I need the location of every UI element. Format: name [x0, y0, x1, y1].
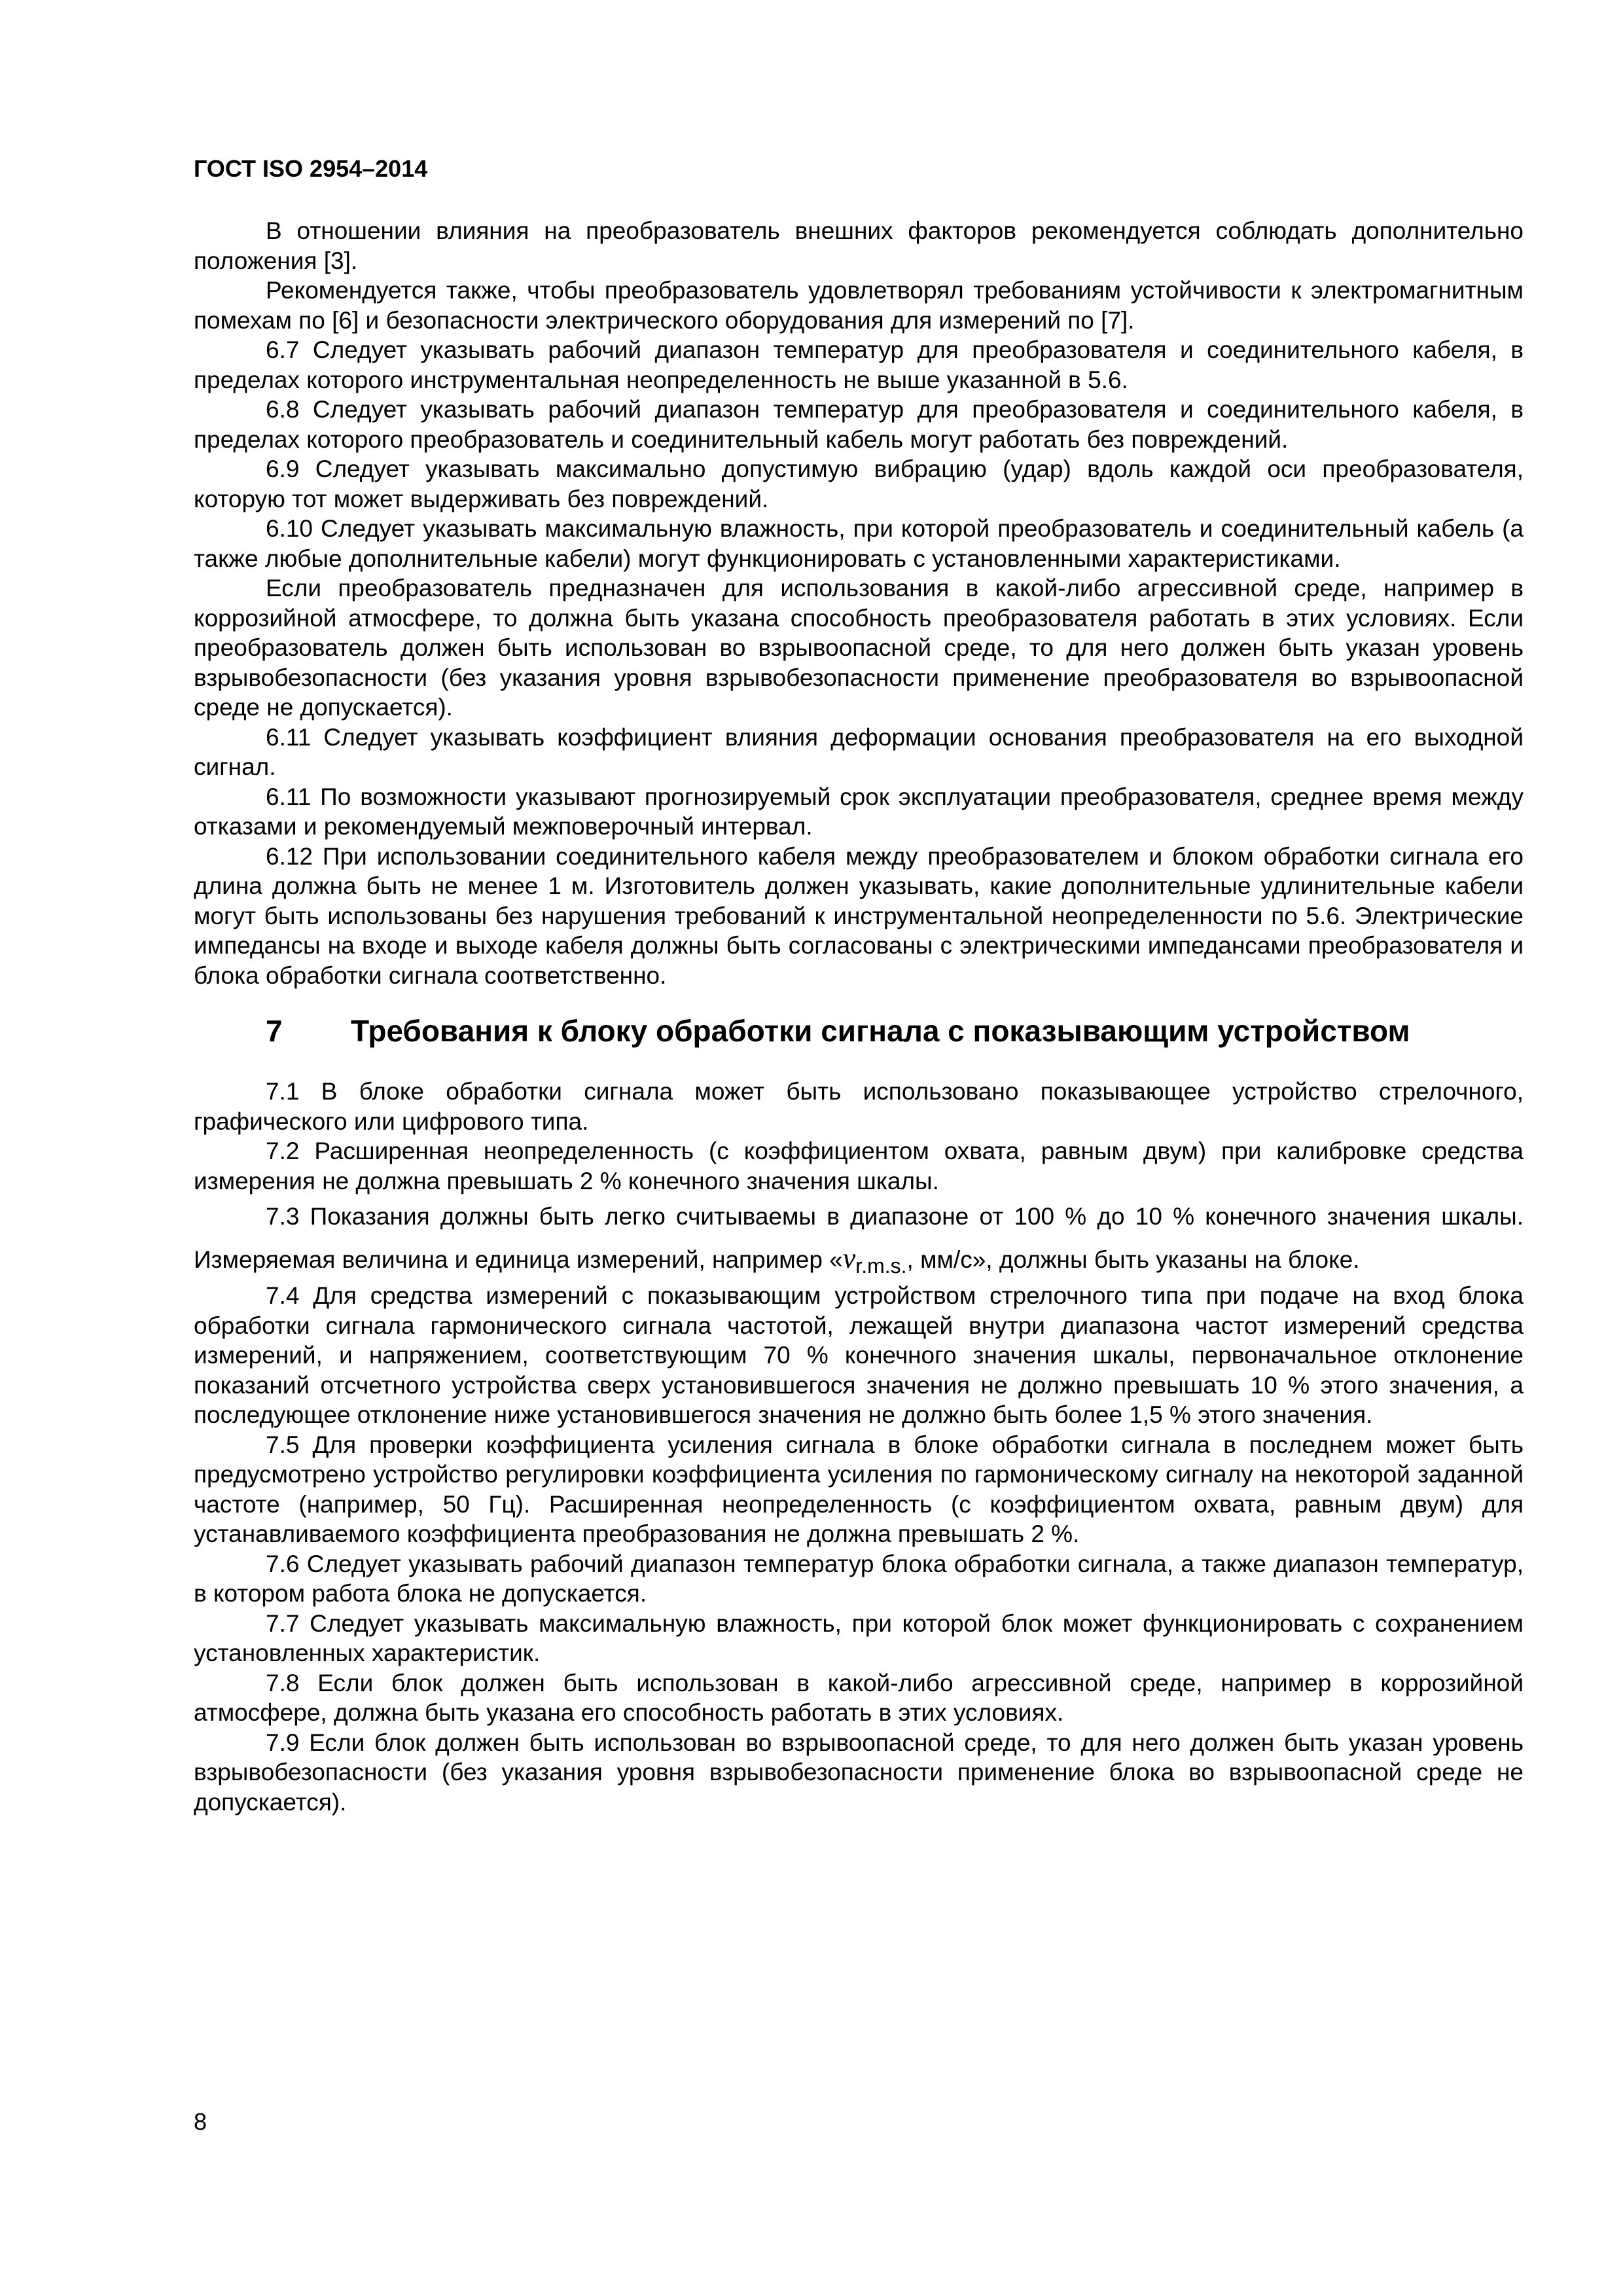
page-body	[194, 216, 1524, 1817]
clause-7-3-text-end: , мм/с», должны быть указаны на блоке.	[906, 1246, 1360, 1273]
document-header-code: ГОСТ ISO 2954–2014	[194, 155, 428, 182]
paragraph: Если преобразователь предназначен для использования в какой-либо агрессивной среде, например в коррозийной атмосфере, то должна быть указана способность преобразователя работать в этих условиях. Если преобразователь должен быть использован во взрывоопасной среде, то для него должен быть указан уровень взрывобезопасности (без указания уровня взрывобезопасности применение преобразователя во взрывоопасной среде не допускается).	[194, 575, 1524, 721]
clause-7-4: 7.4 Для средства измерений с показывающим устройством стрелочного типа при подаче на вход блока обработки сигнала гармонического сигнала частотой, лежащей внутри диапазона частот измерений средства измерений, и напряжением, соответствующим 70 % конечного значения шкалы, первоначальное отклонение показаний отсчетного устройства сверх установившегося значения не должно превышать 10 % этого значения, а последующее отклонение ниже установившегося значения не должно быть более 1,5 % этого значения.	[194, 1282, 1524, 1428]
paragraph: В отношении влияния на преобразователь внешних факторов рекомендуется соблюдать дополнительно положения [3].	[194, 217, 1524, 274]
clause-7-3	[194, 1196, 1524, 1281]
page-number: 8	[194, 2108, 207, 2135]
clause-7-8: 7.8 Если блок должен быть использован в какой-либо агрессивной среде, например в коррозийной атмосфере, должна быть указана его способность работать в этих условиях.	[194, 1669, 1524, 1726]
clause-6-9: 6.9 Следует указывать максимально допустимую вибрацию (удар) вдоль каждой оси преобразователя, которую тот может выдерживать без повреждений.	[194, 456, 1524, 512]
section-number: 7	[266, 1014, 283, 1048]
velocity-subscript: r.m.s.	[855, 1254, 907, 1278]
clause-7-3-text-start: 7.3 Показания должны быть легко считываемы в диапазоне от 100 % до 10 % конечного значения шкалы. Измеряемая величина и единица измерений, например «	[194, 1203, 1524, 1273]
clause-7-1: 7.1 В блоке обработки сигнала может быть использовано показывающее устройство стрелочного, графического или цифрового типа.	[194, 1078, 1524, 1135]
clause-6-8: 6.8 Следует указывать рабочий диапазон температур для преобразователя и соединительного кабеля, в пределах которого преобразователь и соединительный кабель могут работать без повреждений.	[194, 396, 1524, 453]
clause-7-6: 7.6 Следует указывать рабочий диапазон температур блока обработки сигнала, а также диапазон температур, в котором работа блока не допускается.	[194, 1550, 1524, 1607]
section-title: Требования к блоку обработки сигнала с показывающим устройством	[351, 1014, 1410, 1048]
clause-7-5: 7.5 Для проверки коэффициента усиления сигнала в блоке обработки сигнала в последнем может быть предусмотрено устройство регулировки коэффициента усиления по гармоническому сигналу на некоторой заданной частоте (например, 50 Гц). Расширенная неопределенность (с коэффициентом охвата, равным двум) для устанавливаемого коэффициента преобразования не должна превышать 2 %.	[194, 1431, 1524, 1547]
clause-6-7: 6.7 Следует указывать рабочий диапазон температур для преобразователя и соединительного кабеля, в пределах которого инструментальная неопределенность не выше указанной в 5.6.	[194, 336, 1524, 393]
section-7-heading	[194, 1013, 1524, 1049]
clause-6-11-b: 6.11 По возможности указывают прогнозируемый срок эксплуатации преобразователя, среднее время между отказами и рекомендуемый межповерочный интервал.	[194, 783, 1524, 840]
clause-6-12: 6.12 При использовании соединительного кабеля между преобразователем и блоком обработки сигнала его длина должна быть не менее 1 м. Изготовитель должен указывать, какие дополнительные удлинительные кабели могут быть использованы без нарушения требований к инструментальной неопределенности по 5.6. Электрические импедансы на входе и выходе кабеля должны быть согласованы с электрическими импедансами преобразователя и блока обработки сигнала соответственно.	[194, 842, 1524, 989]
velocity-letter: v	[842, 1242, 856, 1274]
velocity-symbol	[842, 1242, 907, 1278]
clause-6-10: 6.10 Следует указывать максимальную влажность, при которой преобразователь и соединительный кабель (а также любые дополнительные кабели) могут функционировать с установленными характеристиками.	[194, 515, 1524, 572]
clause-7-7: 7.7 Следует указывать максимальную влажность, при которой блок может функционировать с сохранением установленных характеристик.	[194, 1609, 1524, 1666]
paragraph: Рекомендуется также, чтобы преобразователь удовлетворял требованиям устойчивости к электромагнитным помехам по [6] и безопасности электрического оборудования для измерений по [7].	[194, 277, 1524, 334]
clause-7-2: 7.2 Расширенная неопределенность (с коэффициентом охвата, равным двум) при калибровке средства измерения не должна превышать 2 % конечного значения шкалы.	[194, 1138, 1524, 1194]
clause-7-9: 7.9 Если блок должен быть использован во взрывоопасной среде, то для него должен быть указан уровень взрывобезопасности (без указания уровня взрывобезопасности применение блока во взрывоопасной среде не допускается).	[194, 1729, 1524, 1816]
clause-6-11-a: 6.11 Следует указывать коэффициент влияния деформации основания преобразователя на его выходной сигнал.	[194, 723, 1524, 780]
